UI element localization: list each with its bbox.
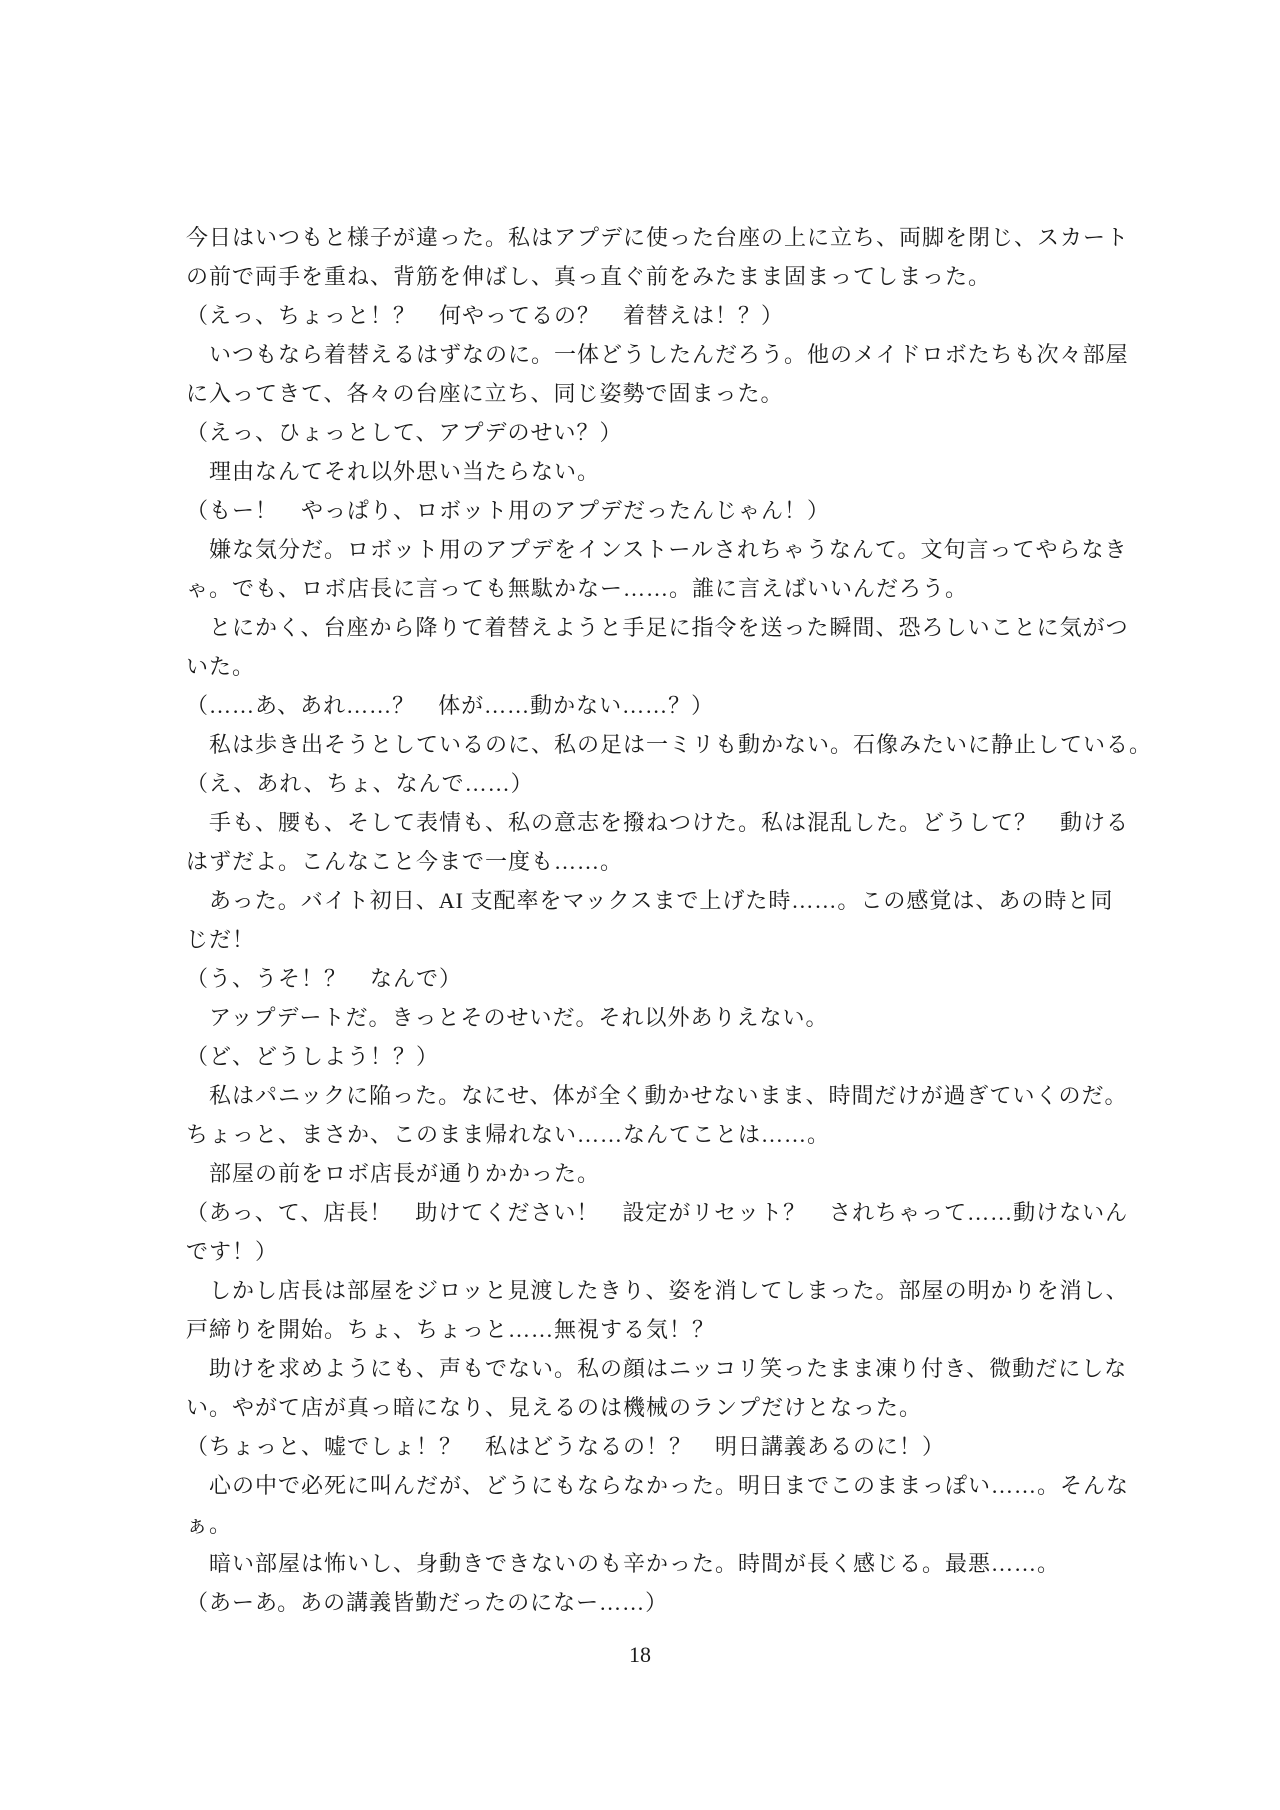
text-line: とにかく、台座から降りて着替えようと手足に指令を送った瞬間、恐ろしいことに気がつ xyxy=(186,615,1129,640)
text-line: です！） xyxy=(186,1239,279,1264)
text-line: ぁ。 xyxy=(186,1512,233,1537)
text-line: いつもなら着替えるはずなのに。一体どうしたんだろう。他のメイドロボたちも次々部屋 xyxy=(186,342,1129,367)
text-line: しかし店長は部屋をジロッと見渡したきり、姿を消してしまった。部屋の明かりを消し、 xyxy=(186,1278,1129,1303)
text-line: いた。 xyxy=(186,654,256,679)
text-line: （え、あれ、ちょ、なんで……） xyxy=(186,771,534,796)
text-line: （ちょっと、嘘でしょ！？ 私はどうなるの！？ 明日講義あるのに！） xyxy=(186,1434,946,1459)
text-line: （もー！ やっぱり、ロボット用のアプデだったんじゃん！） xyxy=(186,498,831,523)
text-line: （あーあ。あの講義皆勤だったのになー……） xyxy=(186,1590,669,1615)
text-line: 助けを求めようにも、声もでない。私の顔はニッコリ笑ったまま凍り付き、微動だにしな xyxy=(186,1356,1128,1381)
text-line: 戸締りを開始。ちょ、ちょっと……無視する気！？ xyxy=(186,1317,716,1342)
text-line: 手も、腰も、そして表情も、私の意志を撥ねつけた。私は混乱した。どうして？ 動ける xyxy=(186,810,1130,835)
text-line: に入ってきて、各々の台座に立ち、同じ姿勢で固まった。 xyxy=(186,381,784,406)
text-line: い。やがて店が真っ暗になり、見えるのは機械のランプだけとなった。 xyxy=(186,1395,923,1420)
text-line: あった。バイト初日、AI 支配率をマックスまで上げた時……。この感覚は、あの時と同 xyxy=(186,888,1114,913)
text-line: 部屋の前をロボ店長が通りかかった。 xyxy=(186,1161,601,1186)
text-line: ちょっと、まさか、このまま帰れない……なんてことは……。 xyxy=(186,1122,831,1147)
text-line: じだ！ xyxy=(186,927,256,952)
text-line: 今日はいつもと様子が違った。私はアプデに使った台座の上に立ち、両脚を閉じ、スカート xyxy=(186,225,1130,250)
text-line: はずだよ。こんなこと今まで一度も……。 xyxy=(186,849,624,874)
text-line: （う、うそ！？ なんで） xyxy=(186,966,463,991)
text-line: （ど、どうしよう！？） xyxy=(186,1044,440,1069)
text-line: アップデートだ。きっとそのせいだ。それ以外ありえない。 xyxy=(186,1005,829,1030)
text-line: 私は歩き出そうとしているのに、私の足は一ミリも動かない。石像みたいに静止している。 xyxy=(186,732,1153,757)
text-line: ゃ。でも、ロボ店長に言っても無駄かなー……。誰に言えばいいんだろう。 xyxy=(186,576,969,601)
text-line: 暗い部屋は怖いし、身動きできないのも辛かった。時間が長く感じる。最悪……。 xyxy=(186,1551,1061,1576)
text-line: の前で両手を重ね、背筋を伸ばし、真っ直ぐ前をみたまま固まってしまった。 xyxy=(186,264,992,289)
text-line: 嫌な気分だ。ロボット用のアプデをインストールされちゃうなんて。文句言ってやらなき xyxy=(186,537,1128,562)
text-line: （……あ、あれ……？ 体が……動かない……？） xyxy=(186,693,715,718)
text-line: 私はパニックに陥った。なにせ、体が全く動かせないまま、時間だけが過ぎていくのだ。 xyxy=(186,1083,1128,1108)
page-number: 18 xyxy=(629,1642,651,1667)
text-line: （あっ、て、店長！ 助けてください！ 設定がリセット？ されちゃって……動けないん xyxy=(186,1200,1129,1225)
text-line: 心の中で必死に叫んだが、どうにもならなかった。明日までこのままっぽい……。そんな xyxy=(186,1473,1130,1498)
text-line: （えっ、ちょっと！？ 何やってるの？ 着替えは！？） xyxy=(186,303,785,328)
body-text xyxy=(186,218,1153,1622)
text-line: （えっ、ひょっとして、アプデのせい？） xyxy=(186,420,623,445)
text-line: 理由なんてそれ以外思い当たらない。 xyxy=(186,459,601,484)
